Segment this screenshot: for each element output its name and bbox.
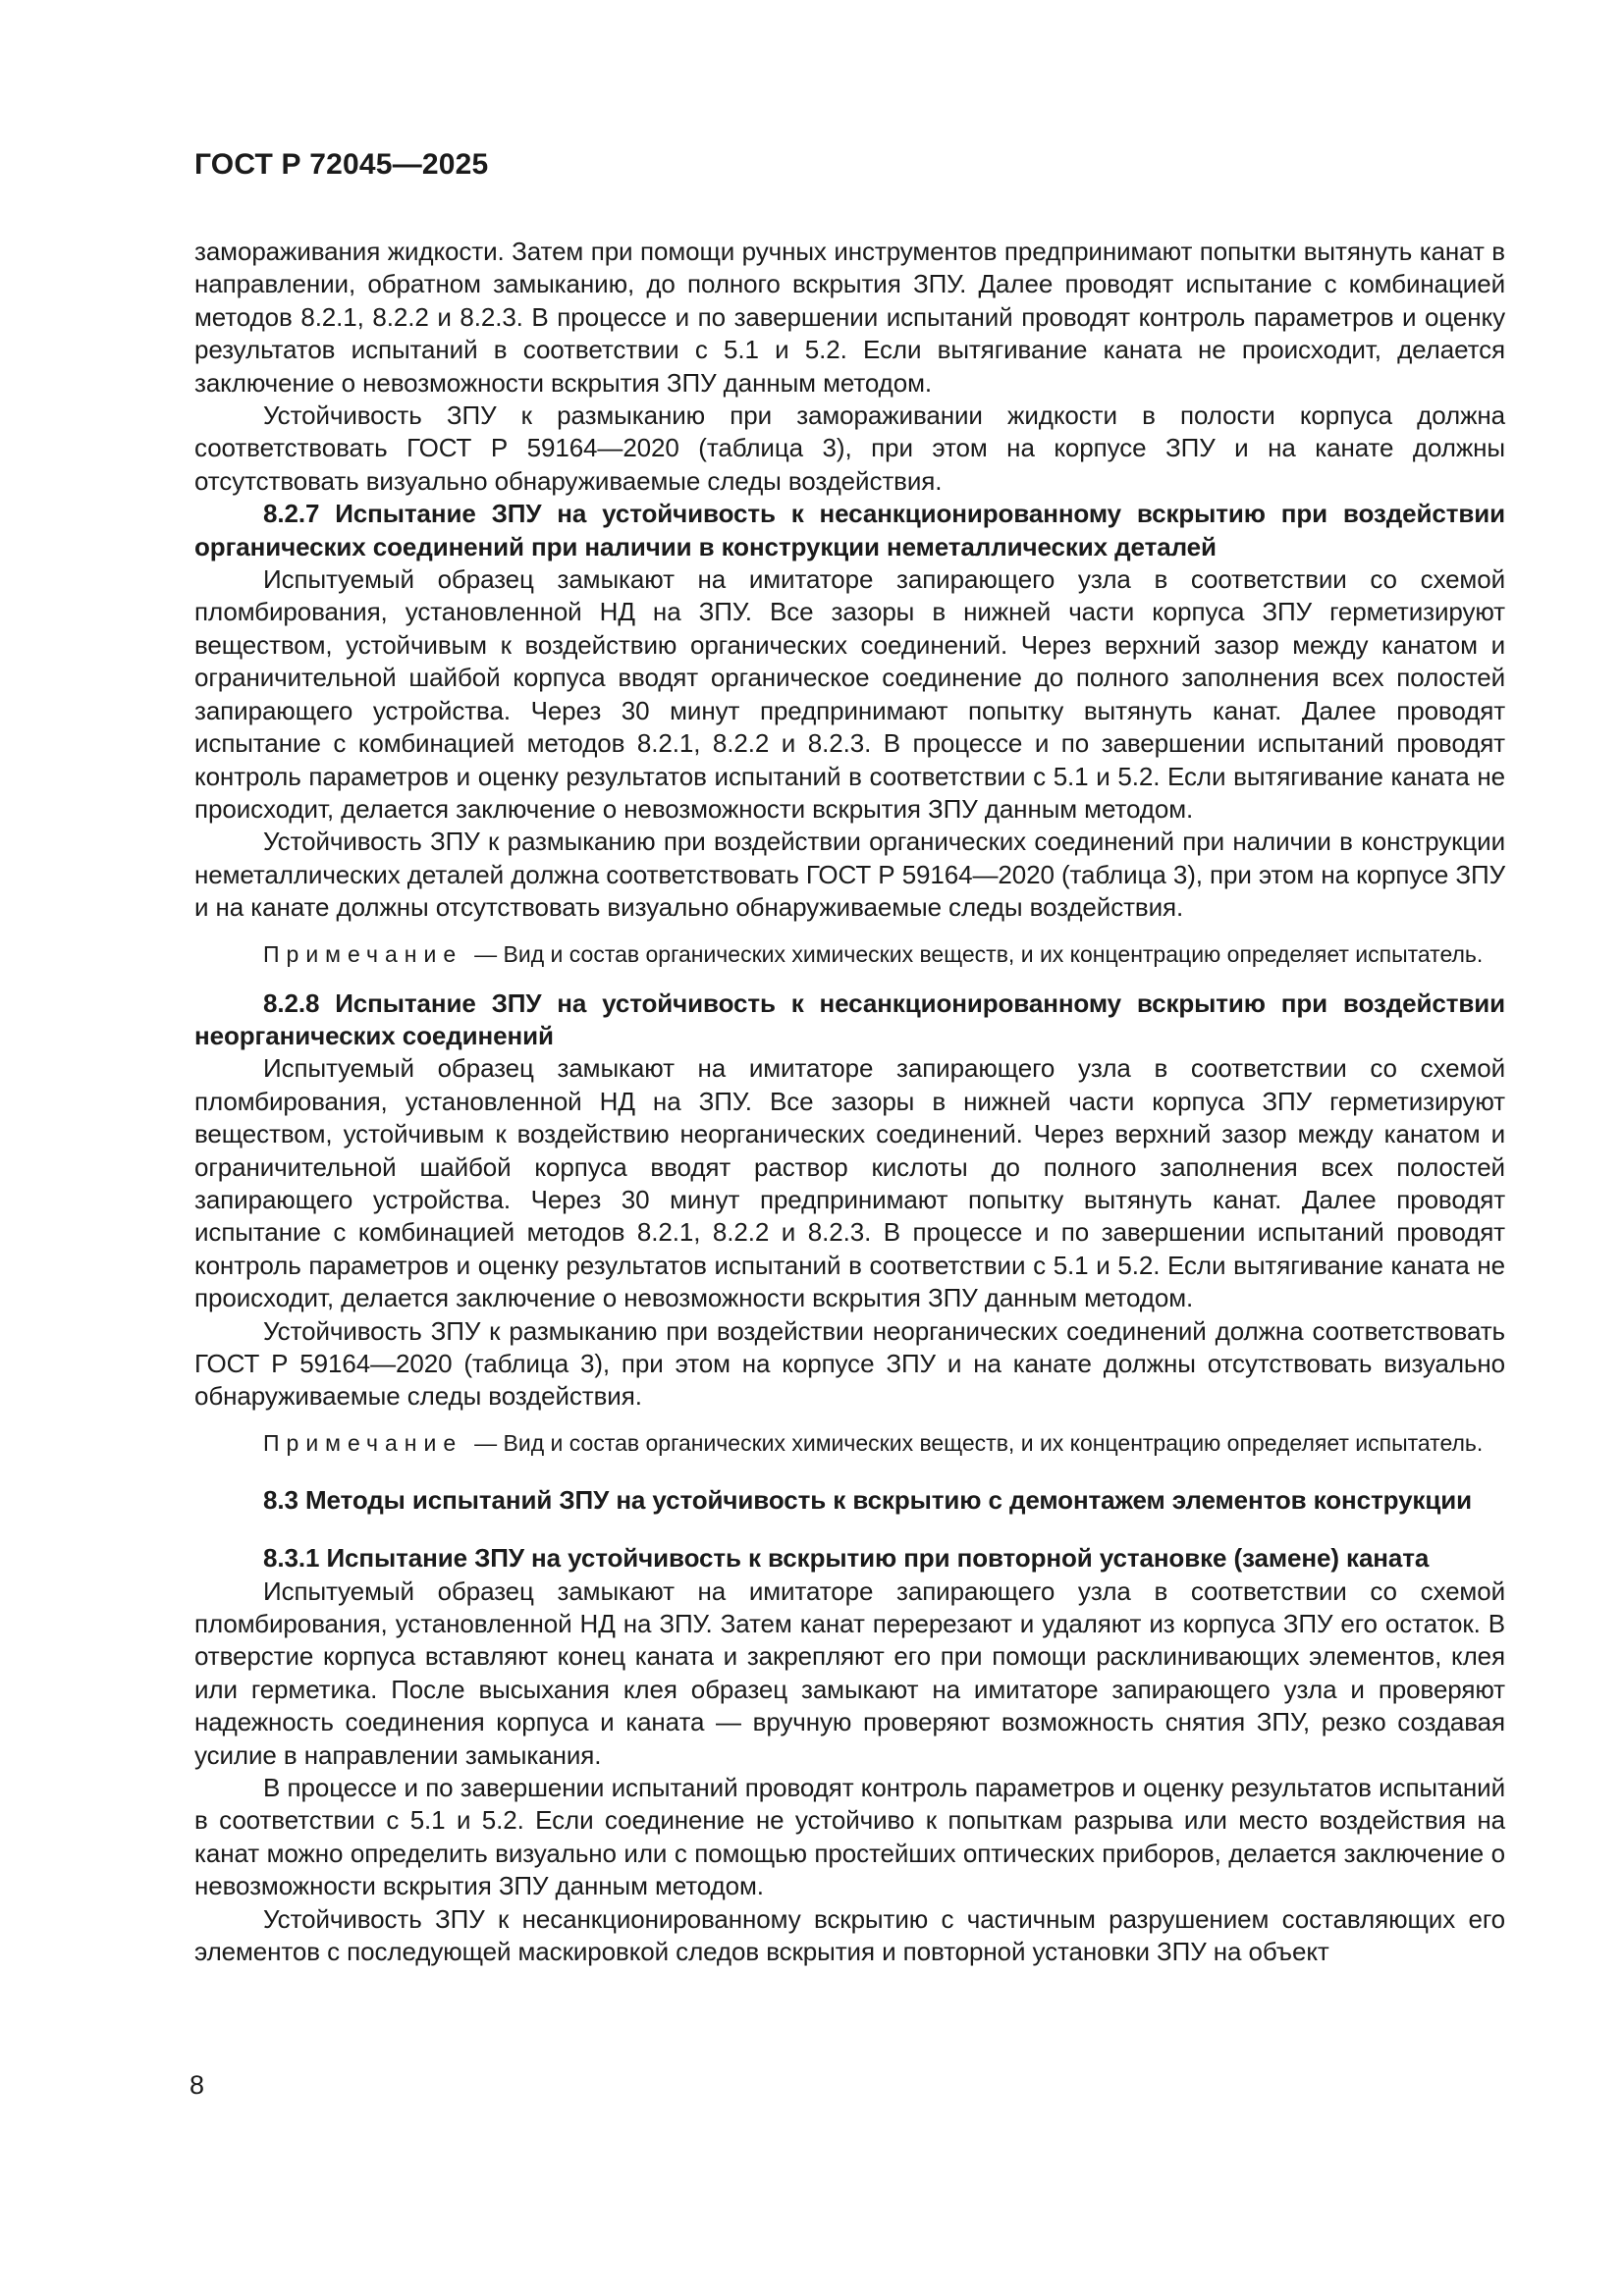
paragraph-8-2-8-requirement: Устойчивость ЗПУ к размыканию при воздействии неорганических соединений должна соответствовать ГОСТ Р 59164—2020 (таблица 3), при этом на корпусе ЗПУ и на канате должны отсутствовать визуально обнаруживаемые следы воздействия. <box>194 1315 1505 1412</box>
paragraph-8-2-7-requirement: Устойчивость ЗПУ к размыканию при воздействии органических соединений при наличии в конструкции неметаллических деталей должна соответствовать ГОСТ Р 59164—2020 (таблица 3), при этом на корпусе ЗПУ и на канате должны отсутствовать визуально обнаруживаемые следы воздействия. <box>194 827 1505 923</box>
heading-8-2-8: 8.2.8 Испытание ЗПУ на устойчивость к несанкционированному вскрытию при воздействии неорганических соединений <box>194 988 1505 1050</box>
page-content <box>194 147 1505 1969</box>
paragraph-freezing-continued: замораживания жидкости. Затем при помощи ручных инструментов предпринимают попытки вытянуть канат в направлении, обратном замыканию, до полного вскрытия ЗПУ. Далее проводят испытание с комбинацией методов 8.2.1, 8.2.2 и 8.2.3. В процессе и по завершении испытаний проводят контроль параметров и оценку результатов испытаний в соответствии с 5.1 и 5.2. Если вытягивание каната не происходит, делается заключение о невозможности вскрытия ЗПУ данным методом. <box>194 237 1505 398</box>
paragraph-8-3-1-procedure: Испытуемый образец замыкают на имитаторе запирающего узла в соответствии со схемой пломбирования, установленной НД на ЗПУ. Затем канат перерезают и удаляют из корпуса ЗПУ его остаток. В отверстие корпуса вставляют конец каната и закрепляют его при помощи расклинивающих элементов, клея или герметика. После высыхания клея образец замыкают на имитаторе запирающего узла и проверяют надежность соединения корпуса и каната — вручную проверяют возможность снятия ЗПУ, резко создавая усилие в направлении замыкания. <box>194 1575 1505 1770</box>
note-text: — Вид и состав органических химических веществ, и их концентрацию определяет испытатель. <box>474 1429 1484 1456</box>
note-text: — Вид и состав органических химических веществ, и их концентрацию определяет испытатель. <box>474 940 1484 967</box>
heading-8-3: 8.3 Методы испытаний ЗПУ на устойчивость к вскрытию с демонтажем элементов конструкции <box>263 1484 1472 1515</box>
note-label: Примечание <box>263 1429 463 1456</box>
note-organic-2 <box>194 1427 1505 1459</box>
page-number: 8 <box>189 2070 205 2100</box>
note-organic-1 <box>194 938 1505 970</box>
note-label: Примечание <box>263 940 463 967</box>
paragraph-8-2-8-procedure: Испытуемый образец замыкают на имитаторе запирающего узла в соответствии со схемой пломбирования, установленной НД на ЗПУ. Все зазоры в нижней части корпуса ЗПУ герметизируют веществом, устойчивым к воздействию неорганических соединений. Через верхний зазор между канатом и ограничительной шайбой корпуса вводят раствор кислоты до полного заполнения всех полостей запирающего устройства. Через 30 минут предпринимают попытку вытянуть канат. Далее проводят испытание с комбинацией методов 8.2.1, 8.2.2 и 8.2.3. В процессе и по завершении испытаний проводят контроль параметров и оценку результатов испытаний в соответствии с 5.1 и 5.2. Если вытягивание каната не происходит, делается заключение о невозможности вскрытия ЗПУ данным методом. <box>194 1053 1505 1313</box>
paragraph-freezing-requirement: Устойчивость ЗПУ к размыканию при замораживании жидкости в полости корпуса должна соответствовать ГОСТ Р 59164—2020 (таблица 3), при этом на корпусе ЗПУ и на канате должны отсутствовать визуально обнаруживаемые следы воздействия. <box>194 400 1505 496</box>
doc-number-header: ГОСТ Р 72045—2025 <box>194 148 489 181</box>
paragraph-8-2-7-procedure: Испытуемый образец замыкают на имитаторе запирающего узла в соответствии со схемой пломбирования, установленной НД на ЗПУ. Все зазоры в нижней части корпуса ЗПУ герметизируют веществом, устойчивым к воздействию органических соединений. Через верхний зазор между канатом и ограничительной шайбой корпуса вводят органическое соединение до полного заполнения всех полостей запирающего устройства. Через 30 минут предпринимают попытку вытянуть канат. Далее проводят испытание с комбинацией методов 8.2.1, 8.2.2 и 8.2.3. В процессе и по завершении испытаний проводят контроль параметров и оценку результатов испытаний в соответствии с 5.1 и 5.2. Если вытягивание каната не происходит, делается заключение о невозможности вскрытия ЗПУ данным методом. <box>194 564 1505 824</box>
paragraph-8-3-1-evaluation: В процессе и по завершении испытаний проводят контроль параметров и оценку результатов испытаний в соответствии с 5.1 и 5.2. Если соединение не устойчиво к попыткам разрыва или место воздействия на канат можно определить визуально или с помощью простейших оптических приборов, делается заключение о невозможности вскрытия ЗПУ данным методом. <box>194 1773 1505 1901</box>
paragraph-8-3-1-continued: Устойчивость ЗПУ к несанкционированному вскрытию с частичным разрушением составляющих его элементов с последующей маскировкой следов вскрытия и повторной установки ЗПУ на объект <box>194 1903 1505 1967</box>
heading-8-3-1: 8.3.1 Испытание ЗПУ на устойчивость к вскрытию при повторной установке (замене) каната <box>263 1543 1430 1574</box>
heading-8-2-7: 8.2.7 Испытание ЗПУ на устойчивость к несанкционированному вскрытию при воздействии органических соединений при наличии в конструкции неметаллических деталей <box>194 499 1505 561</box>
